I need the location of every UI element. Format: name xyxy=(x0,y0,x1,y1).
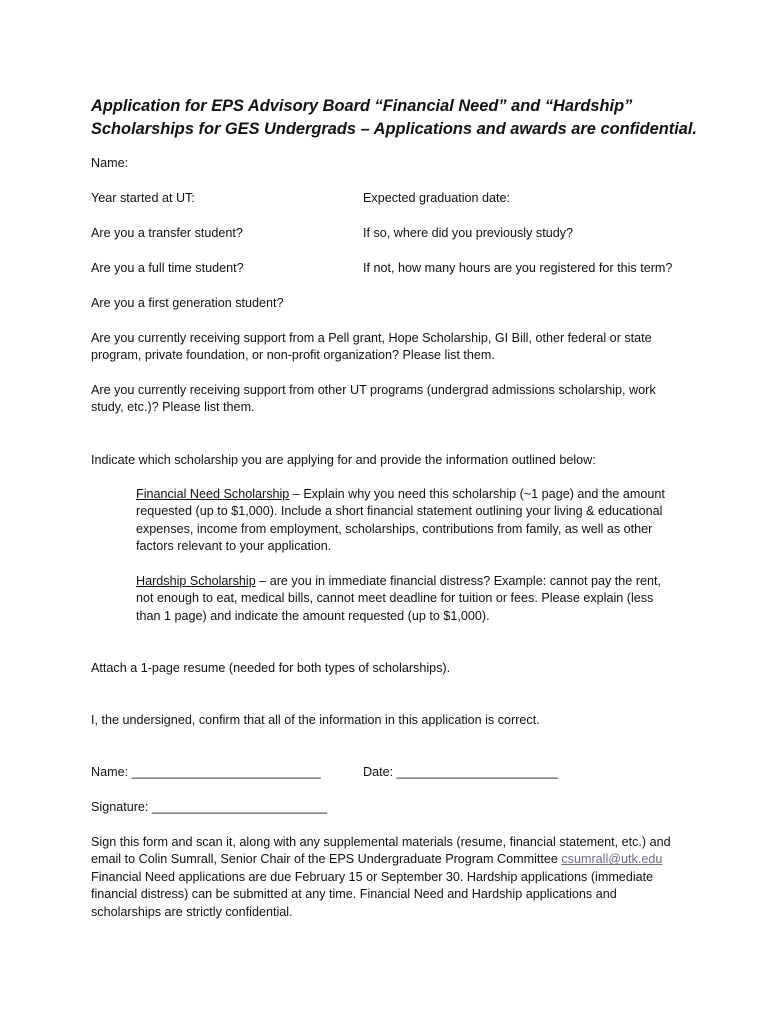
confirmation-statement: I, the undersigned, confirm that all of the information in this application is correct. xyxy=(91,713,540,727)
signature-name-line: ___________________________ xyxy=(131,765,321,779)
signature-date-line: _______________________ xyxy=(396,765,558,779)
financial-need-section xyxy=(136,486,680,556)
hardship-section xyxy=(136,573,680,625)
financial-need-heading: Financial Need Scholarship xyxy=(136,487,290,501)
hours-registered-question: If not, how many hours are you registered for this term? xyxy=(363,261,673,275)
external-support-question: Are you currently receiving support from a Pell grant, Hope Scholarship, GI Bill, other federal or state program, private foundation, or non-profit organization? Please list them. xyxy=(91,331,652,363)
title-line-1: Application for EPS Advisory Board “Financial Need” and “Hardship” xyxy=(91,97,633,115)
hardship-heading: Hardship Scholarship xyxy=(136,574,256,588)
signature-name-label: Name: xyxy=(91,765,132,779)
signature-date-label: Date: xyxy=(363,765,397,779)
ut-support-question: Are you currently receiving support from other UT programs (undergrad admissions scholarship, work study, etc.)? Please list them. xyxy=(91,383,656,415)
signature-label: Signature: xyxy=(91,800,152,814)
name-field-label: Name: xyxy=(91,156,129,170)
previous-study-question: If so, where did you previously study? xyxy=(363,226,574,240)
attach-resume-instruction: Attach a 1-page resume (needed for both types of scholarships). xyxy=(91,661,451,675)
instructions-text-after: Financial Need applications are due February 15 or September 30. Hardship applications (immediate financial distress) can be submitted at any time. Financial Need and Hardship applications and scholarships are strictly confidential. xyxy=(91,869,654,919)
signature-name-field[interactable] xyxy=(91,764,321,781)
signature-field[interactable] xyxy=(91,799,327,816)
financial-need-text: – Explain why you need this scholarship (~1 page) and the amount requested (up to $1,000). Include a short financial statement outlining your living & educational expenses, income from employment, scholarships, contributions from family, as well as other factors relevant to your application. xyxy=(136,487,665,554)
hardship-text: – are you in immediate financial distress? Example: cannot pay the rent, not enough to eat, medical bills, cannot meet deadline for tuition or fees. Please explain (less than 1 page) and indicate the amount requested (up to $1,000). xyxy=(136,574,662,623)
signature-date-field[interactable] xyxy=(363,764,558,781)
email-link[interactable]: csumrall@utk.edu xyxy=(561,852,663,867)
signature-line: _________________________ xyxy=(151,800,328,814)
indicate-instruction: Indicate which scholarship you are applying for and provide the information outlined below: xyxy=(91,453,596,467)
page-title xyxy=(91,95,731,141)
transfer-question: Are you a transfer student? xyxy=(91,226,243,240)
instructions-text-before: Sign this form and scan it, along with any supplemental materials (resume, financial statement, etc.) and email to Colin Sumrall, Senior Chair of the EPS Undergraduate Program Committee xyxy=(91,835,671,867)
first-generation-question: Are you a first generation student? xyxy=(91,296,284,310)
full-time-question: Are you a full time student? xyxy=(91,261,244,275)
year-started-label: Year started at UT: xyxy=(91,191,195,205)
title-line-2: Scholarships for GES Undergrads – Applications and awards are confidential. xyxy=(91,120,697,138)
submission-instructions xyxy=(91,834,689,921)
expected-graduation-label: Expected graduation date: xyxy=(363,191,511,205)
